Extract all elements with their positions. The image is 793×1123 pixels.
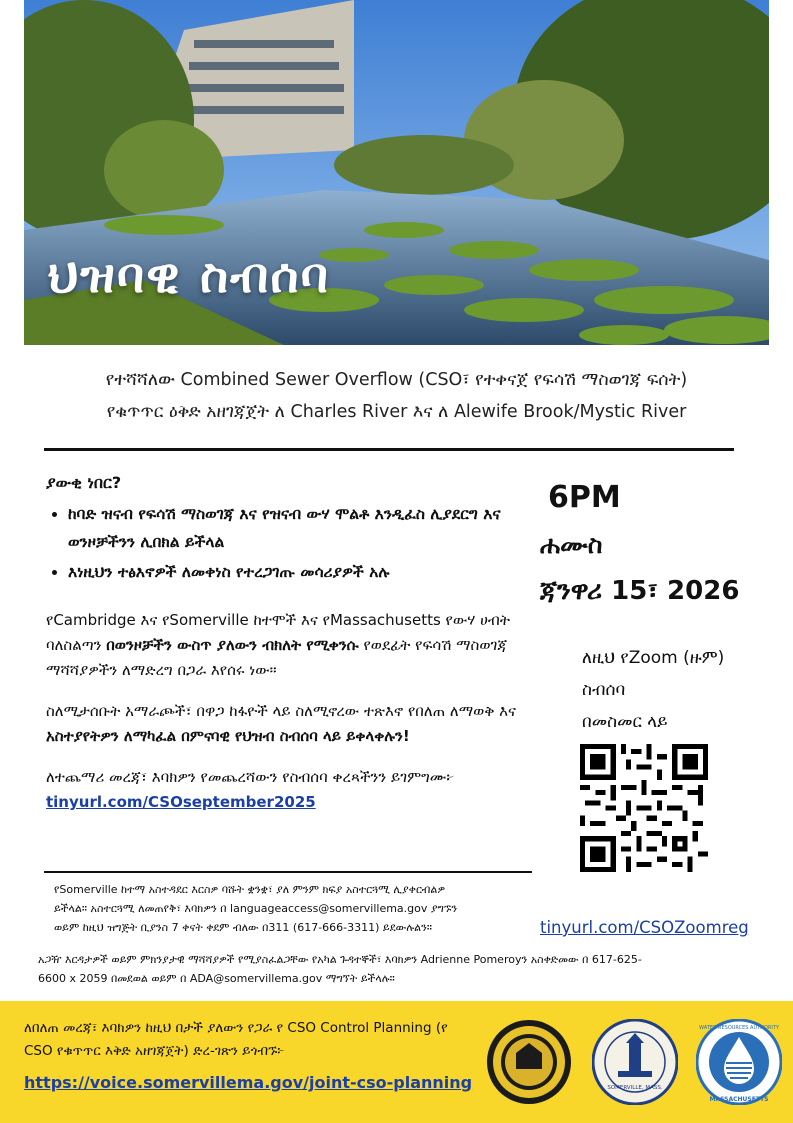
page-title: ህዝባዊ ስብሰባ (48, 248, 331, 304)
language-notice (54, 880, 457, 937)
list-item: • እነዚህን ተፅእኖዎች ለመቀነስ የተረጋገጡ መሳሪያዎች አሉ (68, 558, 526, 586)
cambridge-seal-icon (486, 1019, 572, 1105)
join-bold-text: አስተያየትዎን ለማካፈል በምናባዊ የህዝብ ስብሰባ ላይ ይቀላቀሉን! (46, 727, 410, 745)
event-time: 6PM (548, 480, 621, 515)
seal-text: WATER RESOURCES AUTHORITY (699, 1025, 779, 1031)
footer-text: ለበለጠ መረጃ፣ እባክዎን ከዚህ በታች ያለውን የጋራ የ CSO Control Planning (የ CSO የቁጥጥር እቅድ አዘገጃጀት) ድረ-ገጽን ይጎብኙ፦ (24, 1020, 448, 1059)
somerville-seal-icon (592, 1019, 678, 1105)
event-day: ሐሙስ (540, 530, 603, 559)
join-paragraph (46, 699, 526, 749)
subtitle-line-2: የቁጥጥር ዕቅድ አዘገጃጀት ለ Charles River እና ለ Alewife Brook/Mystic River (106, 402, 687, 422)
event-date: ጃንዋሪ 15፣ 2026 (540, 576, 740, 606)
notice-line: ይችላል። አስተርጓሚ ለመጠየቅ፣ እባክዎን በ languageaccess@somervillema.gov ያግኙን (54, 902, 458, 915)
seal-text: MASSACHUSETTS (709, 1096, 769, 1103)
zoom-line: ለዚህ የZoom (ዙም) (582, 648, 725, 668)
did-you-know-list (46, 500, 526, 586)
partners-bold-text: በወንዞቻችን ውስጥ ያለውን ብክለት የሚቀንሱ (106, 636, 359, 654)
partners-text: የCambridge እና የSomerville ከተሞች እና የMassachusetts የውሃ ሀብት ባለስልጣን (46, 611, 510, 654)
zoom-registration-link[interactable]: tinyurl.com/CSOZoomreg (540, 918, 749, 937)
partners-paragraph (46, 608, 526, 683)
hero-photo (24, 0, 769, 345)
recording-text: ለተጨማሪ መረጃ፣ እባክዎን የመጨረሻውን የስብሰባ ቀረጻችንን ይገምግሙ፦ (46, 768, 455, 786)
zoom-line: በመስመር ላይ (582, 712, 668, 732)
notice-line: 6600 x 2059 በመደወል ወይም በ ADA@somervillema.gov ማግኘት ይችላሉ። (38, 972, 395, 985)
divider (44, 448, 734, 451)
recording-paragraph (46, 765, 526, 815)
ada-notice (38, 950, 642, 988)
did-you-know-title: ያውቂ ነበር? (46, 473, 122, 492)
cso-planning-link[interactable]: https://voice.somervillema.gov/joint-cso-planning (24, 1073, 473, 1092)
footer (0, 1001, 793, 1123)
zoom-info (582, 642, 724, 738)
partners-text-end: የወደፊት የፍሳሽ ማስወገጃ ማሻሻያዎችን ለማድረግ በጋራ እየሰሩ ነው። (46, 636, 508, 679)
notice-line: አጋዥ እርዳታዎች ወይም ምክንያታዊ ማሻሻያዎች የሚያስፈልጋቸው የአካል ጉዳተኞች፣ እባክዎን Adrienne Pomeroyን አስቀድመው በ 617-625- (38, 953, 642, 966)
join-text: ስለሚታሰቡት አማራጮች፣ በዋጋ ከፋዮች ላይ ስለሚኖረው ተጽእኖ የበለጠ ለማወቅ እና (46, 702, 517, 720)
recording-link[interactable]: tinyurl.com/CSOseptember2025 (46, 793, 316, 811)
list-item: • ከባድ ዝናብ የፍሳሽ ማስወገጃ እና የዝናብ ውሃ ሞልቶ እንዲፈስ ሊያደርግ እና ወንዞቻችንን ሊበክል ይችላል (68, 500, 526, 556)
info-column (46, 470, 526, 815)
mwra-seal-icon (696, 1019, 782, 1105)
notice-line: ወይም ከዚህ ዝግጅት ቢያንስ 7 ቀናት ቀደም ብለው በ311 (617-666-3311) ይደውሉልን። (54, 921, 432, 934)
notice-line: የSomerville ከተማ አስተዳደር እርስዎ ባሹት ቋንቋ፣ ያለ ምንም ክፍያ አስተርጓሚ ሊያቀርብልዎ (54, 883, 446, 896)
subtitle-line-1: የተሻሻለው Combined Sewer Overflow (CSO፣ የተቀናጀ የፍሳሽ ማስወገጃ ፍሰት) (105, 370, 688, 390)
seal-text: SOMERVILLE, MASS. (607, 1085, 663, 1091)
qr-code[interactable] (580, 744, 708, 872)
zoom-line: ስብሰባ (582, 680, 626, 700)
divider (44, 871, 532, 873)
